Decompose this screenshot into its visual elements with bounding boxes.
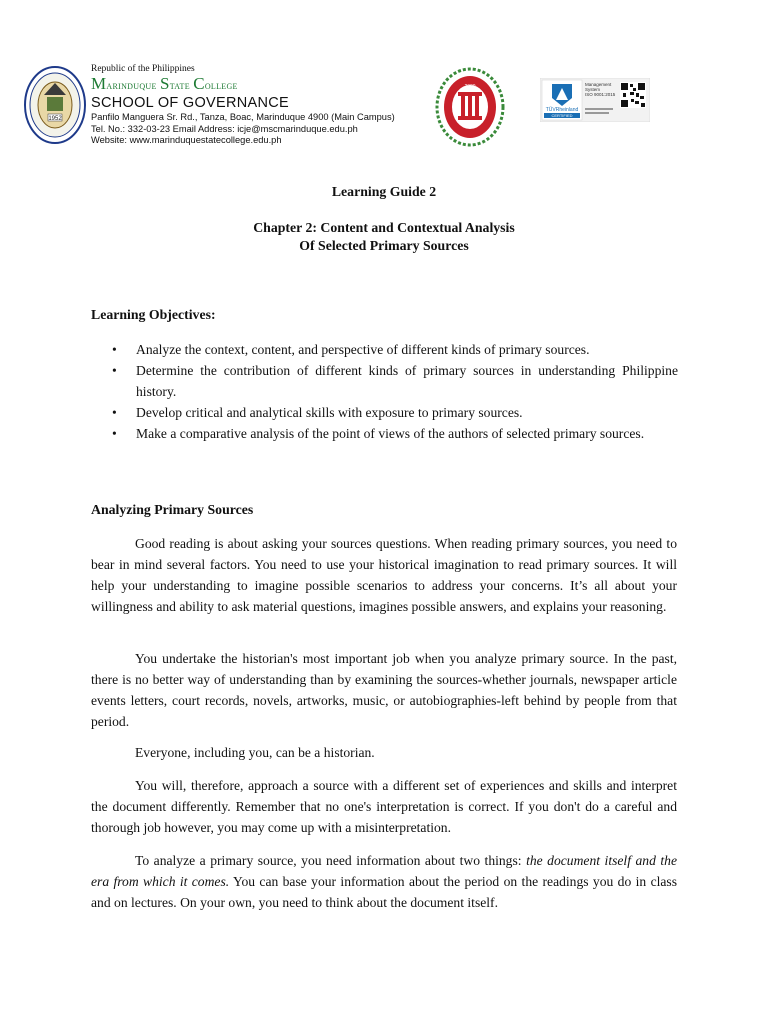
cert-brand-text: TÜVRheinland [545, 107, 579, 113]
college-seal-logo [24, 65, 86, 145]
college-name: Marinduque State College [91, 74, 238, 93]
contact-line: Tel. No.: 332-03-23 Email Address: icje@mscmarinduque.edu.ph [91, 123, 358, 134]
republic-line: Republic of the Philippines [91, 64, 195, 74]
section-heading: Analyzing Primary Sources [91, 502, 254, 517]
certification-graphic [540, 78, 650, 122]
objectives-list [112, 339, 678, 444]
letterhead [91, 63, 431, 147]
paragraph-2: You undertake the historian's most important job when you analyze primary source. In the past, there is no better way of understanding than by examining the sources-whether journals, newspaper article events letters, court records, novels, artworks, music, or autobiographies-left behind by people from that period. [91, 651, 677, 729]
school-of-governance-seal [434, 66, 506, 148]
paragraph-3: Everyone, including you, can be a historian. [135, 745, 375, 760]
objective-item: • Develop critical and analytical skills with exposure to primary sources. [112, 402, 678, 423]
website-line: Website: www.marinduquestatecollege.edu.ph [91, 135, 282, 145]
seal-left-year: 1952 [48, 116, 62, 122]
chapter-title-line-2: Of Selected Primary Sources [299, 238, 469, 253]
address-line: Panfilo Manguera Sr. Rd., Tanza, Boac, Marinduque 4900 (Main Campus) [91, 112, 395, 122]
cert-line-3: ISO 9001:2015 [585, 92, 616, 97]
emphasis-text: the document itself and the era from which it comes. [91, 853, 677, 889]
objective-item: • Analyze the context, content, and perspective of different kinds of primary sources. [112, 339, 678, 360]
paragraph-5: To analyze a primary source, you need information about two things: the document itself and the era from which it comes. You can base your information about the period on the readings you do in class and on lectures. On your own, you need to think about the document itself. [91, 853, 677, 910]
objectives-heading: Learning Objectives: [91, 307, 216, 322]
seal-mid-year: 2020 [464, 84, 476, 90]
paragraph-4: You will, therefore, approach a source with a different set of experiences and skills and interpret the document differently. Remember that no one's interpretation is correct. If you don't do a careful and thorough job however, you may come up with a misinterpretation. [91, 778, 677, 835]
cert-badge-text: CERTIFIED [551, 113, 573, 119]
school-name: SCHOOL OF GOVERNANCE [91, 95, 290, 111]
cert-line-1: Management [585, 82, 612, 87]
guide-title: Learning Guide 2 [331, 184, 437, 199]
objective-item: • Determine the contribution of different kinds of primary sources in understanding Philippine history. [112, 360, 678, 402]
qr-code-icon [620, 82, 646, 108]
iso-certification-badge [540, 78, 650, 122]
paragraph-1: Good reading is about asking your sources questions. When reading primary sources, you need to bear in mind several factors. You need to use your historical imagination to read primary sources. It will help your understanding to imagine possible scenarios to address your concerns. It’s all about your willingness and ability to ask material questions, imagines possible answers, and explains your reasoning. [91, 536, 677, 614]
cert-line-2: System [585, 87, 601, 92]
chapter-title-line-1: Chapter 2: Content and Contextual Analysis [253, 220, 515, 235]
objective-item: • Make a comparative analysis of the point of views of the authors of selected primary sources. [112, 423, 678, 444]
